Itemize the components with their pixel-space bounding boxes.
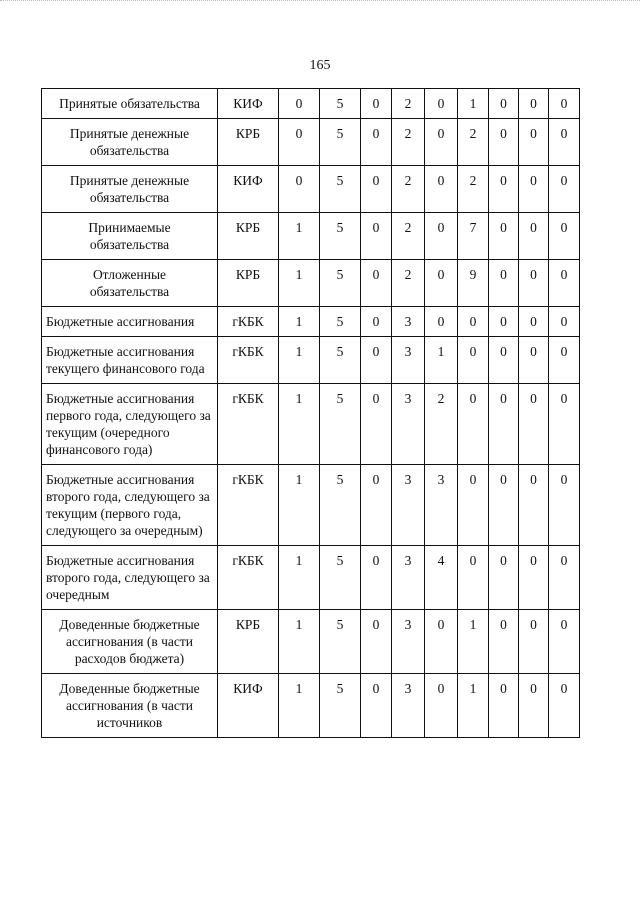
account-digit-cell — [279, 89, 320, 119]
account-digit: 0 — [437, 267, 445, 282]
account-digit: 1 — [295, 391, 303, 406]
account-digit-cell — [320, 465, 361, 546]
account-code: КРБ — [235, 126, 261, 141]
account-digit: 5 — [336, 472, 344, 487]
account-digit-cell — [458, 213, 489, 260]
account-digit: 0 — [560, 617, 568, 632]
table-row — [42, 384, 580, 465]
account-digit-cell — [425, 119, 458, 166]
account-digit: 2 — [437, 391, 445, 406]
account-digit: 2 — [404, 126, 412, 141]
account-digit-cell — [549, 674, 580, 738]
account-digit: 2 — [404, 173, 412, 188]
table-row — [42, 610, 580, 674]
account-digit-cell — [549, 384, 580, 465]
account-digit-cell — [425, 610, 458, 674]
account-digit-cell — [361, 213, 392, 260]
account-digit-cell — [361, 337, 392, 384]
page-number: 165 — [309, 58, 331, 73]
account-digit: 5 — [336, 173, 344, 188]
account-digit-cell — [392, 166, 425, 213]
account-digit: 5 — [336, 267, 344, 282]
account-digit-cell — [392, 260, 425, 307]
account-digit-cell — [392, 674, 425, 738]
account-digit: 0 — [560, 126, 568, 141]
account-digit: 0 — [469, 391, 477, 406]
account-digit-cell — [549, 89, 580, 119]
account-digit: 3 — [404, 314, 412, 329]
account-digit: 0 — [530, 314, 537, 329]
account-digit: 0 — [530, 472, 537, 487]
account-digit: 0 — [500, 267, 507, 282]
account-digit-cell — [320, 89, 361, 119]
account-name-cell — [42, 119, 218, 166]
account-name: Принятые денежные обязательства — [69, 126, 190, 158]
account-digit-cell — [519, 307, 549, 337]
account-digit: 0 — [530, 267, 537, 282]
account-digit: 0 — [372, 96, 380, 111]
account-digit: 0 — [295, 96, 303, 111]
account-digit-cell — [425, 260, 458, 307]
account-digit: 0 — [560, 391, 568, 406]
account-digit: 1 — [469, 96, 477, 111]
account-digit: 0 — [500, 173, 507, 188]
account-digit-cell — [489, 260, 519, 307]
account-digit: 0 — [437, 126, 445, 141]
account-digit: 0 — [530, 126, 537, 141]
account-code-cell — [218, 337, 279, 384]
account-digit-cell — [361, 166, 392, 213]
table-row — [42, 337, 580, 384]
account-digit: 5 — [336, 126, 344, 141]
account-code: КИФ — [233, 681, 263, 696]
account-digit-cell — [361, 119, 392, 166]
account-name: Доведенные бюджетные ассигнования (в части источников — [59, 681, 200, 730]
account-digit: 2 — [469, 126, 477, 141]
account-digit-cell — [549, 465, 580, 546]
account-digit: 0 — [500, 553, 507, 568]
account-digit-cell — [489, 337, 519, 384]
account-name-cell — [42, 610, 218, 674]
account-digit: 0 — [530, 344, 537, 359]
account-digit-cell — [519, 213, 549, 260]
account-code-cell — [218, 610, 279, 674]
account-digit: 0 — [560, 472, 568, 487]
account-digit: 3 — [404, 617, 412, 632]
account-digit-cell — [279, 610, 320, 674]
account-code-cell — [218, 119, 279, 166]
account-digit: 0 — [560, 314, 568, 329]
account-code: гКБК — [232, 553, 264, 568]
account-name: Доведенные бюджетные ассигнования (в части расходов бюджета) — [59, 617, 200, 666]
table-row — [42, 465, 580, 546]
account-digit: 0 — [530, 391, 537, 406]
account-code: гКБК — [232, 391, 264, 406]
account-digit-cell — [519, 546, 549, 610]
account-digit: 0 — [437, 220, 445, 235]
account-digit: 0 — [372, 220, 380, 235]
account-digit-cell — [361, 260, 392, 307]
account-digit: 3 — [404, 681, 412, 696]
account-name-cell — [42, 465, 218, 546]
account-name: Отложенные обязательства — [89, 267, 170, 299]
account-digit-cell — [549, 546, 580, 610]
account-digit: 2 — [404, 267, 412, 282]
account-code: КИФ — [233, 173, 263, 188]
account-digit: 0 — [560, 681, 568, 696]
account-digit: 1 — [437, 344, 445, 359]
account-digit-cell — [361, 465, 392, 546]
account-digit-cell — [519, 610, 549, 674]
account-digit: 0 — [530, 96, 537, 111]
account-digit: 5 — [336, 553, 344, 568]
account-name-cell — [42, 260, 218, 307]
account-digit-cell — [392, 384, 425, 465]
account-digit-cell — [519, 89, 549, 119]
account-digit-cell — [489, 384, 519, 465]
account-digit-cell — [279, 384, 320, 465]
account-digit-cell — [458, 337, 489, 384]
account-digit-cell — [279, 166, 320, 213]
account-digit: 0 — [437, 96, 445, 111]
account-digit-cell — [425, 674, 458, 738]
account-name: Бюджетные ассигнования первого года, следующего за текущим (очередного финансового года) — [46, 391, 211, 457]
account-digit-cell — [458, 610, 489, 674]
account-digit-cell — [320, 384, 361, 465]
account-digit: 0 — [500, 126, 507, 141]
account-code-cell — [218, 260, 279, 307]
account-digit: 1 — [295, 472, 303, 487]
account-digit-cell — [519, 119, 549, 166]
account-digit-cell — [320, 213, 361, 260]
account-digit: 1 — [295, 344, 303, 359]
account-digit-cell — [425, 213, 458, 260]
account-digit: 0 — [372, 173, 380, 188]
account-digit-cell — [458, 260, 489, 307]
account-digit-cell — [458, 166, 489, 213]
account-name: Бюджетные ассигнования текущего финансового года — [46, 344, 205, 376]
account-name-cell — [42, 307, 218, 337]
account-digit: 1 — [469, 617, 477, 632]
account-digit: 0 — [437, 173, 445, 188]
account-digit: 2 — [469, 173, 477, 188]
account-digit: 3 — [404, 472, 412, 487]
account-code-cell — [218, 546, 279, 610]
account-digit: 0 — [469, 472, 477, 487]
account-digit: 2 — [404, 96, 412, 111]
account-digit: 0 — [560, 173, 568, 188]
account-code-cell — [218, 465, 279, 546]
account-digit: 0 — [500, 472, 507, 487]
account-digit-cell — [489, 89, 519, 119]
account-digit-cell — [489, 674, 519, 738]
account-digit: 0 — [372, 344, 380, 359]
account-digit-cell — [519, 166, 549, 213]
account-digit: 0 — [500, 391, 507, 406]
account-digit-cell — [458, 119, 489, 166]
account-digit-cell — [361, 307, 392, 337]
account-digit: 1 — [295, 553, 303, 568]
account-digit-cell — [519, 260, 549, 307]
table-row — [42, 119, 580, 166]
account-code: КРБ — [235, 267, 261, 282]
account-digit-cell — [279, 213, 320, 260]
account-name-cell — [42, 674, 218, 738]
account-digit: 0 — [530, 173, 537, 188]
account-name-cell — [42, 384, 218, 465]
account-digit: 0 — [437, 617, 445, 632]
account-digit-cell — [361, 674, 392, 738]
account-digit-cell — [361, 546, 392, 610]
account-digit-cell — [320, 546, 361, 610]
account-digit-cell — [279, 260, 320, 307]
account-digit-cell — [320, 307, 361, 337]
account-name: Бюджетные ассигнования — [46, 314, 195, 329]
account-code: КРБ — [235, 220, 261, 235]
accounts-table-body — [42, 89, 580, 738]
account-name-cell — [42, 166, 218, 213]
account-name: Принятые обязательства — [59, 96, 200, 111]
account-digit-cell — [519, 465, 549, 546]
account-digit: 0 — [500, 96, 507, 111]
account-digit-cell — [320, 166, 361, 213]
account-digit: 0 — [372, 553, 380, 568]
account-digit-cell — [425, 89, 458, 119]
account-digit: 0 — [372, 681, 380, 696]
account-digit-cell — [458, 384, 489, 465]
account-digit-cell — [549, 119, 580, 166]
account-digit: 3 — [404, 344, 412, 359]
account-digit: 3 — [404, 391, 412, 406]
account-digit: 5 — [336, 617, 344, 632]
account-code: гКБК — [232, 344, 264, 359]
table-row — [42, 674, 580, 738]
account-digit: 2 — [404, 220, 412, 235]
account-digit-cell — [458, 89, 489, 119]
account-digit-cell — [425, 166, 458, 213]
account-name: Бюджетные ассигнования второго года, следующего за очередным — [46, 553, 210, 602]
account-digit: 5 — [336, 314, 344, 329]
account-digit: 0 — [530, 681, 537, 696]
account-digit-cell — [519, 384, 549, 465]
account-digit: 5 — [336, 220, 344, 235]
account-digit: 0 — [295, 126, 303, 141]
account-digit-cell — [458, 674, 489, 738]
account-code-cell — [218, 89, 279, 119]
account-name-cell — [42, 546, 218, 610]
account-digit-cell — [425, 465, 458, 546]
account-digit-cell — [320, 119, 361, 166]
account-name: Принимаемые обязательства — [88, 220, 171, 252]
account-digit: 0 — [372, 267, 380, 282]
account-digit-cell — [489, 610, 519, 674]
account-digit-cell — [392, 546, 425, 610]
account-digit: 0 — [372, 617, 380, 632]
account-digit-cell — [320, 610, 361, 674]
account-digit: 5 — [336, 344, 344, 359]
table-row — [42, 213, 580, 260]
account-digit-cell — [279, 337, 320, 384]
account-digit-cell — [392, 89, 425, 119]
account-digit-cell — [392, 465, 425, 546]
table-row — [42, 166, 580, 213]
account-digit: 0 — [530, 220, 537, 235]
account-digit: 0 — [372, 391, 380, 406]
table-row — [42, 260, 580, 307]
account-digit-cell — [320, 674, 361, 738]
scan-top-edge — [0, 0, 640, 3]
account-name-cell — [42, 89, 218, 119]
account-code-cell — [218, 166, 279, 213]
account-digit: 0 — [469, 344, 477, 359]
account-digit-cell — [489, 307, 519, 337]
account-digit-cell — [392, 337, 425, 384]
accounts-table — [41, 88, 580, 738]
account-digit: 0 — [469, 553, 477, 568]
account-digit: 5 — [336, 681, 344, 696]
account-digit: 0 — [372, 472, 380, 487]
account-digit: 0 — [560, 267, 568, 282]
account-code: гКБК — [232, 314, 264, 329]
account-digit-cell — [549, 307, 580, 337]
account-digit-cell — [425, 384, 458, 465]
account-digit-cell — [392, 610, 425, 674]
account-digit: 0 — [560, 96, 568, 111]
account-digit: 1 — [295, 314, 303, 329]
account-digit: 3 — [437, 472, 445, 487]
account-digit-cell — [425, 337, 458, 384]
table-row — [42, 546, 580, 610]
account-digit-cell — [549, 260, 580, 307]
account-digit: 0 — [437, 314, 445, 329]
account-digit: 0 — [500, 344, 507, 359]
account-digit-cell — [392, 307, 425, 337]
account-digit: 0 — [372, 314, 380, 329]
account-digit: 0 — [500, 617, 507, 632]
account-digit-cell — [392, 119, 425, 166]
account-digit: 1 — [469, 681, 477, 696]
account-name: Принятые денежные обязательства — [69, 173, 190, 205]
account-digit-cell — [458, 546, 489, 610]
account-digit-cell — [361, 384, 392, 465]
account-digit-cell — [489, 119, 519, 166]
table-row — [42, 307, 580, 337]
account-digit-cell — [549, 337, 580, 384]
account-digit-cell — [425, 546, 458, 610]
account-digit-cell — [279, 465, 320, 546]
account-digit-cell — [489, 213, 519, 260]
account-digit-cell — [458, 465, 489, 546]
account-digit-cell — [549, 610, 580, 674]
account-digit: 0 — [530, 553, 537, 568]
account-digit-cell — [519, 674, 549, 738]
account-digit: 5 — [336, 96, 344, 111]
account-digit: 9 — [469, 267, 477, 282]
account-name: Бюджетные ассигнования второго года, следующего за текущим (первого года, следующего за очередным) — [46, 472, 210, 538]
account-digit: 0 — [372, 126, 380, 141]
table-row — [42, 89, 580, 119]
account-digit: 4 — [437, 553, 445, 568]
account-name-cell — [42, 337, 218, 384]
account-digit: 1 — [295, 617, 303, 632]
account-digit: 0 — [530, 617, 537, 632]
account-code-cell — [218, 384, 279, 465]
account-code: КРБ — [235, 617, 261, 632]
account-code: КИФ — [233, 96, 263, 111]
account-code-cell — [218, 307, 279, 337]
account-digit: 1 — [295, 220, 303, 235]
account-code-cell — [218, 674, 279, 738]
account-digit: 1 — [295, 267, 303, 282]
account-digit-cell — [320, 260, 361, 307]
account-digit: 0 — [295, 173, 303, 188]
account-digit-cell — [489, 465, 519, 546]
account-digit: 0 — [500, 220, 507, 235]
account-digit-cell — [361, 89, 392, 119]
account-code-cell — [218, 213, 279, 260]
account-digit-cell — [320, 337, 361, 384]
account-name-cell — [42, 213, 218, 260]
account-digit-cell — [392, 213, 425, 260]
account-digit-cell — [279, 546, 320, 610]
account-digit-cell — [361, 610, 392, 674]
account-digit: 3 — [404, 553, 412, 568]
account-digit-cell — [279, 674, 320, 738]
account-digit: 7 — [469, 220, 477, 235]
account-digit-cell — [549, 166, 580, 213]
account-digit: 0 — [560, 344, 568, 359]
account-digit-cell — [489, 166, 519, 213]
account-digit-cell — [489, 546, 519, 610]
account-digit: 0 — [500, 681, 507, 696]
account-digit-cell — [279, 119, 320, 166]
account-digit: 5 — [336, 391, 344, 406]
account-digit: 0 — [437, 681, 445, 696]
account-digit-cell — [279, 307, 320, 337]
account-digit: 0 — [469, 314, 477, 329]
account-digit-cell — [425, 307, 458, 337]
account-digit: 0 — [560, 553, 568, 568]
account-digit-cell — [519, 337, 549, 384]
account-digit-cell — [458, 307, 489, 337]
account-code: гКБК — [232, 472, 264, 487]
account-digit: 1 — [295, 681, 303, 696]
account-digit-cell — [549, 213, 580, 260]
account-digit: 0 — [560, 220, 568, 235]
account-digit: 0 — [500, 314, 507, 329]
